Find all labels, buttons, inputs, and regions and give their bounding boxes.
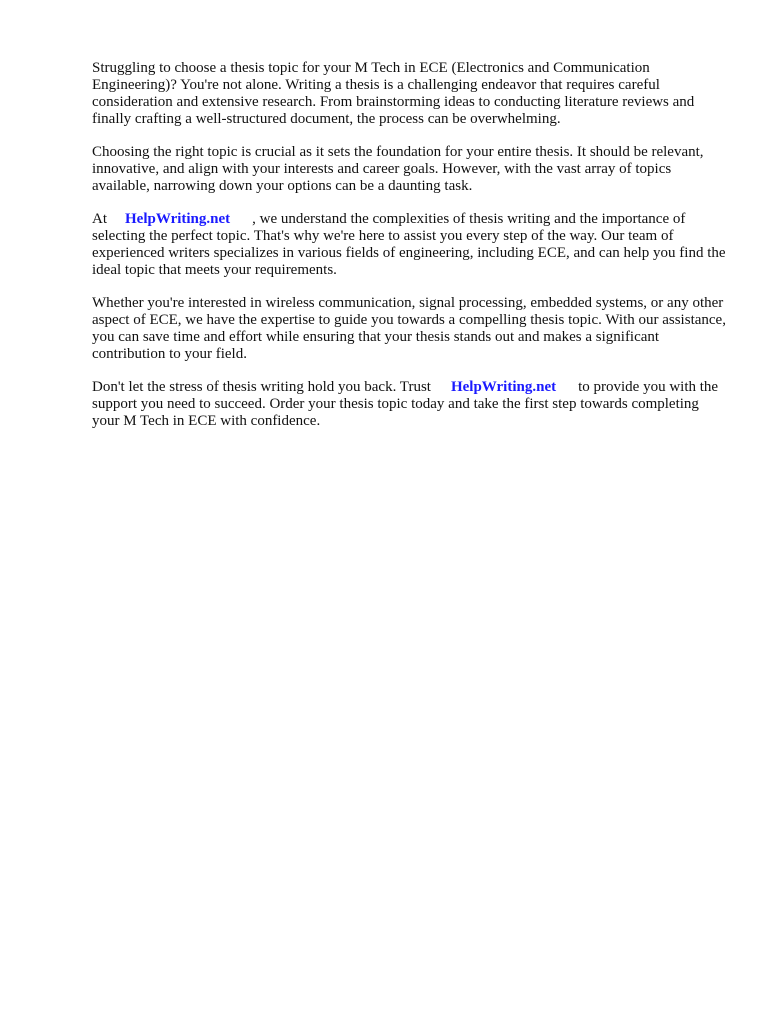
helpwriting-link-1[interactable]: HelpWriting.net bbox=[125, 211, 231, 227]
paragraph-topic-choice-text: Choosing the right topic is crucial as it sets the foundation for your entire thesis. It should be relevant, innovative, and align with your interests and career goals. However, with the vast array of topics available, narrowing down your options can be a daunting task. bbox=[92, 144, 704, 194]
paragraph-call-to-action-after: to provide you with the support you need to succeed. Order your thesis topic today and take the first step towards completing your M Tech in ECE with confidence. bbox=[92, 379, 719, 429]
paragraph-call-to-action-before: Don't let the stress of thesis writing hold you back. Trust bbox=[92, 379, 431, 395]
paragraph-about-service bbox=[92, 211, 728, 279]
paragraph-intro-text: Struggling to choose a thesis topic for your M Tech in ECE (Electronics and Communication Engineering)? You're not alone. Writing a thesis is a challenging endeavor that requires careful consideration and extensive research. From brainstorming ideas to conducting literature reviews and finally crafting a well-structured document, the process can be overwhelming. bbox=[92, 60, 695, 127]
paragraph-about-service-before: At bbox=[92, 211, 107, 227]
paragraph-intro bbox=[92, 60, 728, 128]
helpwriting-link-2[interactable]: HelpWriting.net bbox=[450, 379, 557, 395]
paragraph-call-to-action bbox=[92, 379, 728, 430]
paragraph-expertise-text: Whether you're interested in wireless communication, signal processing, embedded systems, or any other aspect of ECE, we have the expertise to guide you towards a compelling thesis topic. With our assistance, you can save time and effort while ensuring that your thesis stands out and makes a significant contribution to your field. bbox=[92, 295, 726, 362]
paragraph-expertise bbox=[92, 295, 728, 363]
paragraph-topic-choice bbox=[92, 144, 728, 195]
document-body bbox=[92, 60, 728, 446]
paragraph-about-service-after: , we understand the complexities of thesis writing and the importance of selecting the perfect topic. That's why we're here to assist you every step of the way. Our team of experienced writers specializes in various fields of engineering, including ECE, and can help you find the ideal topic that meets your requirements. bbox=[92, 211, 726, 278]
